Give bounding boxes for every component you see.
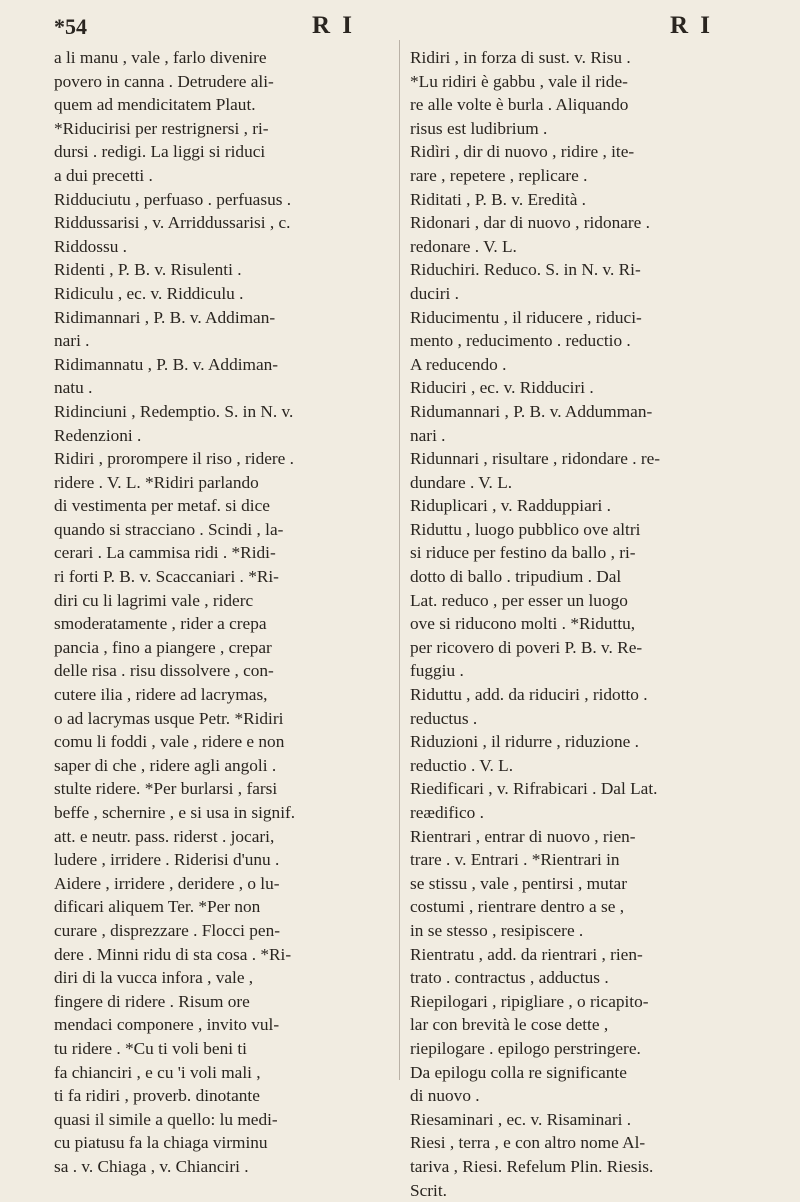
entry-line: lar con brevità le cose dette , xyxy=(410,1013,776,1037)
entry-line: stulte ridere. *Per burlarsi , farsi xyxy=(54,777,394,801)
entry-line: Ridinciuni , Redemptio. S. in N. v. xyxy=(54,400,394,424)
entry-line: Riduttu , luogo pubblico ove altri xyxy=(410,518,776,542)
entry-line: reductus . xyxy=(410,707,776,731)
entry-line: Scrit. xyxy=(410,1179,776,1202)
entry-line: Riduttu , add. da riduciri , ridotto . xyxy=(410,683,776,707)
entry-line: ri forti P. B. v. Scaccaniari . *Ri- xyxy=(54,565,394,589)
entry-line: Ridiri , in forza di sust. v. Risu . xyxy=(410,46,776,70)
entry-line: per ricovero di poveri P. B. v. Re- xyxy=(410,636,776,660)
entry-line: Riepilogari , ripigliare , o ricapito- xyxy=(410,990,776,1014)
entry-line: Riddossu . xyxy=(54,235,394,259)
entry-line: cu piatusu fa la chiaga virminu xyxy=(54,1131,394,1155)
entry-line: Ridimannatu , P. B. v. Addiman- xyxy=(54,353,394,377)
entry-line: Ridìri , dir di nuovo , ridire , ite- xyxy=(410,140,776,164)
entry-line: pancia , fino a piangere , crepar xyxy=(54,636,394,660)
entry-line: a dui precetti . xyxy=(54,164,394,188)
entry-line: Ridduciutu , perfuaso . perfuasus . xyxy=(54,188,394,212)
entry-line: duciri . xyxy=(410,282,776,306)
entry-line: se stissu , vale , pentirsi , mutar xyxy=(410,872,776,896)
entry-line: Riditati , P. B. v. Eredità . xyxy=(410,188,776,212)
entry-line: Ridonari , dar di nuovo , ridonare . xyxy=(410,211,776,235)
entry-line: *Riducirisi per restrignersi , ri- xyxy=(54,117,394,141)
entry-line: dificari aliquem Ter. *Per non xyxy=(54,895,394,919)
entry-line: Rientrari , entrar di nuovo , rien- xyxy=(410,825,776,849)
entry-line: Riedificari , v. Rifrabicari . Dal Lat. xyxy=(410,777,776,801)
entry-line: Ridiri , prorompere il riso , ridere . xyxy=(54,447,394,471)
entry-line: tariva , Riesi. Refelum Plin. Riesis. xyxy=(410,1155,776,1179)
entry-line: Riduciri , ec. v. Ridduciri . xyxy=(410,376,776,400)
entry-line: sa . v. Chiaga , v. Chianciri . xyxy=(54,1155,394,1179)
entry-line: dere . Minni ridu di sta cosa . *Ri- xyxy=(54,943,394,967)
entry-line: trato . contractus , adductus . xyxy=(410,966,776,990)
entry-line: Riduzioni , il ridurre , riduzione . xyxy=(410,730,776,754)
entry-line: fa chianciri , e cu 'i voli mali , xyxy=(54,1061,394,1085)
entry-line: a li manu , vale , farlo divenire xyxy=(54,46,394,70)
entry-line: povero in canna . Detrudere ali- xyxy=(54,70,394,94)
entry-line: delle risa . risu dissolvere , con- xyxy=(54,659,394,683)
entry-line: ti fa ridiri , proverb. dinotante xyxy=(54,1084,394,1108)
entry-line: quando si stracciano . Scindi , la- xyxy=(54,518,394,542)
right-running-head: R I xyxy=(670,12,713,40)
entry-line: diri cu li lagrimi vale , riderc xyxy=(54,589,394,613)
entry-line: riepilogare . epilogo perstringere. xyxy=(410,1037,776,1061)
entry-line: natu . xyxy=(54,376,394,400)
entry-line: Riesi , terra , e con altro nome Al- xyxy=(410,1131,776,1155)
entry-line: Da epilogu colla re significante xyxy=(410,1061,776,1085)
entry-line: si riduce per festino da ballo , ri- xyxy=(410,541,776,565)
entry-line: mento , reducimento . reductio . xyxy=(410,329,776,353)
entry-line: ludere , irridere . Riderisi d'unu . xyxy=(54,848,394,872)
entry-line: risus est ludibrium . xyxy=(410,117,776,141)
entry-line: nari . xyxy=(54,329,394,353)
page-header xyxy=(50,8,770,44)
entry-line: nari . xyxy=(410,424,776,448)
entry-line: costumi , rientrare dentro a se , xyxy=(410,895,776,919)
entry-line: di nuovo . xyxy=(410,1084,776,1108)
entry-line: fingere di ridere . Risum ore xyxy=(54,990,394,1014)
entry-line: comu li foddi , vale , ridere e non xyxy=(54,730,394,754)
left-column xyxy=(54,46,394,1179)
right-column xyxy=(410,46,776,1202)
entry-line: dundare . V. L. xyxy=(410,471,776,495)
entry-line: dursi . redigi. La liggi si riduci xyxy=(54,140,394,164)
entry-line: att. e neutr. pass. riderst . jocari, xyxy=(54,825,394,849)
entry-line: Ridumannari , P. B. v. Addumman- xyxy=(410,400,776,424)
entry-line: Ridunnari , risultare , ridondare . re- xyxy=(410,447,776,471)
entry-line: cutere ilia , ridere ad lacrymas, xyxy=(54,683,394,707)
entry-line: beffe , schernire , e si usa in signif. xyxy=(54,801,394,825)
entry-line: trare . v. Entrari . *Rientrari in xyxy=(410,848,776,872)
entry-line: smoderatamente , rider a crepa xyxy=(54,612,394,636)
entry-line: reædifico . xyxy=(410,801,776,825)
entry-line: ridere . V. L. *Ridiri parlando xyxy=(54,471,394,495)
page-number: *54 xyxy=(54,14,87,40)
entry-line: Riddussarisi , v. Arriddussarisi , c. xyxy=(54,211,394,235)
entry-line: Lat. reduco , per esser un luogo xyxy=(410,589,776,613)
left-running-head: R I xyxy=(312,12,355,40)
entry-line: Redenzioni . xyxy=(54,424,394,448)
entry-line: curare , disprezzare . Flocci pen- xyxy=(54,919,394,943)
entry-line: fuggiu . xyxy=(410,659,776,683)
entry-line: rare , repetere , replicare . xyxy=(410,164,776,188)
entry-line: re alle volte è burla . Aliquando xyxy=(410,93,776,117)
entry-line: Ridimannari , P. B. v. Addiman- xyxy=(54,306,394,330)
entry-line: Riducimentu , il riducere , riduci- xyxy=(410,306,776,330)
entry-line: di vestimenta per metaf. si dice xyxy=(54,494,394,518)
entry-line: quem ad mendicitatem Plaut. xyxy=(54,93,394,117)
entry-line: redonare . V. L. xyxy=(410,235,776,259)
entry-line: Aidere , irridere , deridere , o lu- xyxy=(54,872,394,896)
entry-line: tu ridere . *Cu ti voli beni ti xyxy=(54,1037,394,1061)
entry-line: in se stesso , resipiscere . xyxy=(410,919,776,943)
entry-line: Riduplicari , v. Radduppiari . xyxy=(410,494,776,518)
entry-line: o ad lacrymas usque Petr. *Ridiri xyxy=(54,707,394,731)
entry-line: cerari . La cammisa ridi . *Ridi- xyxy=(54,541,394,565)
entry-line: Ridiculu , ec. v. Riddiculu . xyxy=(54,282,394,306)
entry-line: Riduchiri. Reduco. S. in N. v. Ri- xyxy=(410,258,776,282)
entry-line: diri di la vucca infora , vale , xyxy=(54,966,394,990)
entry-line: ove si riducono molti . *Riduttu, xyxy=(410,612,776,636)
entry-line: reductio . V. L. xyxy=(410,754,776,778)
entry-line: *Lu ridiri è gabbu , vale il ride- xyxy=(410,70,776,94)
entry-line: Rientratu , add. da rientrari , rien- xyxy=(410,943,776,967)
entry-line: Riesaminari , ec. v. Risaminari . xyxy=(410,1108,776,1132)
entry-line: saper di che , ridere agli angoli . xyxy=(54,754,394,778)
column-divider xyxy=(399,40,400,1080)
entry-line: A reducendo . xyxy=(410,353,776,377)
entry-line: quasi il simile a quello: lu medi- xyxy=(54,1108,394,1132)
entry-line: dotto di ballo . tripudium . Dal xyxy=(410,565,776,589)
entry-line: Ridenti , P. B. v. Risulenti . xyxy=(54,258,394,282)
entry-line: mendaci componere , invito vul- xyxy=(54,1013,394,1037)
